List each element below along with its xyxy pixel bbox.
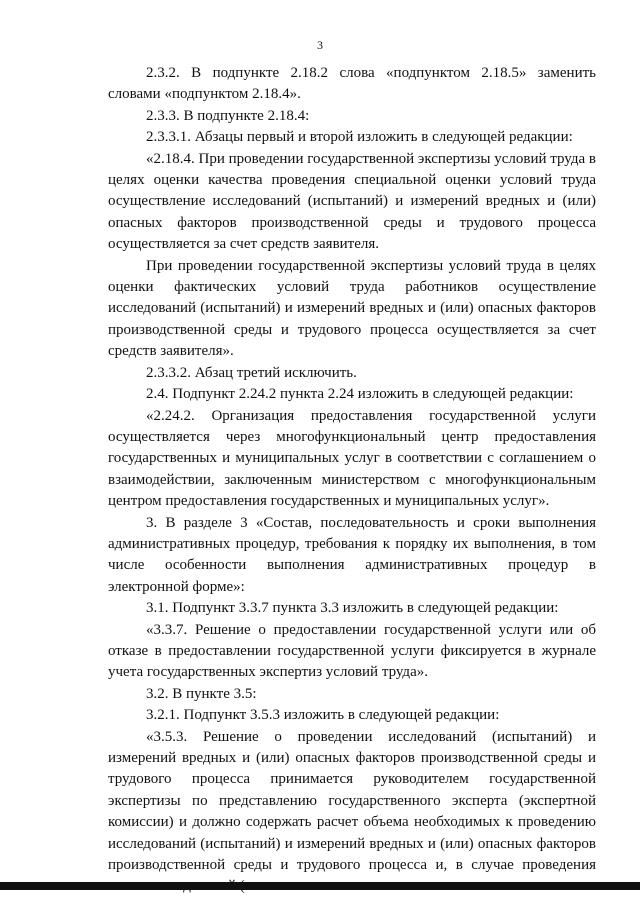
paragraph-3-1: 3.1. Подпункт 3.3.7 пункта 3.3 изложить в следующей редакции: [146,600,559,617]
paragraph-quote-2-18-4: «2.18.4. При проведении государственной экспертизы условий труда в целях оценки качества проведения специальной оценки условий труда осуществление исследований (испытаний) и измерений вредных и (или) опасных факторов производственной среды и трудового процесса осуществляется за счет средств заявителя. [108,150,596,253]
paragraph-2-3-3-2: 2.3.3.2. Абзац третий исключить. [146,364,357,381]
paragraph-3-2: 3.2. В пункте 3.5: [146,685,257,702]
paragraph-3-2-1: 3.2.1. Подпункт 3.5.3 изложить в следующей редакции: [146,707,500,724]
paragraph-quote-2-24-2: «2.24.2. Организация предоставления государственной услуги осуществляется через многофункциональный центр предоставления государственных и муниципальных услуг в соответствии с соглашением о взаимодействии, заключенным министерством с многофункциональным центром предоставления государственных и муниципальных услуг». [108,407,596,510]
paragraph-quote-2-18-4-second: При проведении государственной экспертизы условий труда в целях оценки фактических условий труда работников осуществление исследований (испытаний) и измерений вредных и (или) опасных факторов производственной среды и трудового процесса осуществляется за счет средств заявителя». [108,257,596,360]
paragraph-2-3-3: 2.3.3. В подпункте 2.18.4: [146,107,310,124]
paragraph-2-3-3-1: 2.3.3.1. Абзацы первый и второй изложить в следующей редакции: [146,129,573,146]
paragraph-2-4: 2.4. Подпункт 2.24.2 пункта 2.24 изложить в следующей редакции: [146,386,574,403]
paragraph-quote-3-5-3: «3.5.3. Решение о проведении исследований (испытаний) и измерений вредных и (или) опасных факторов производственной среды и трудового процесса принимается руководителем государственной экспертизы по представлению государственного эксперта (экспертной комиссии) и должно содержать расчет объема необходимых к проведению исследований (испытаний) и измерений вредных и (или) опасных факторов производственной среды и трудового процесса и, в случае проведения [108,728,596,874]
scan-bottom-edge [0,882,640,890]
paragraph-quote-3-3-7: «3.3.7. Решение о предоставлении государственной услуги или об отказе в предоставлении государственной услуги фиксируется в журнале учета государственных экспертиз условий труда». [108,621,596,681]
page-number: 3 [317,38,323,52]
document-body [108,63,596,898]
paragraph-section-3: 3. В разделе 3 «Состав, последовательность и сроки выполнения административных процедур, требования к порядку их выполнения, в том числе особенности выполнения административных процедур в электронной форме»: [108,514,596,595]
paragraph-2-3-2: 2.3.2. В подпункте 2.18.2 слова «подпунктом 2.18.5» заменить словами «подпунктом 2.18.4». [108,65,596,103]
